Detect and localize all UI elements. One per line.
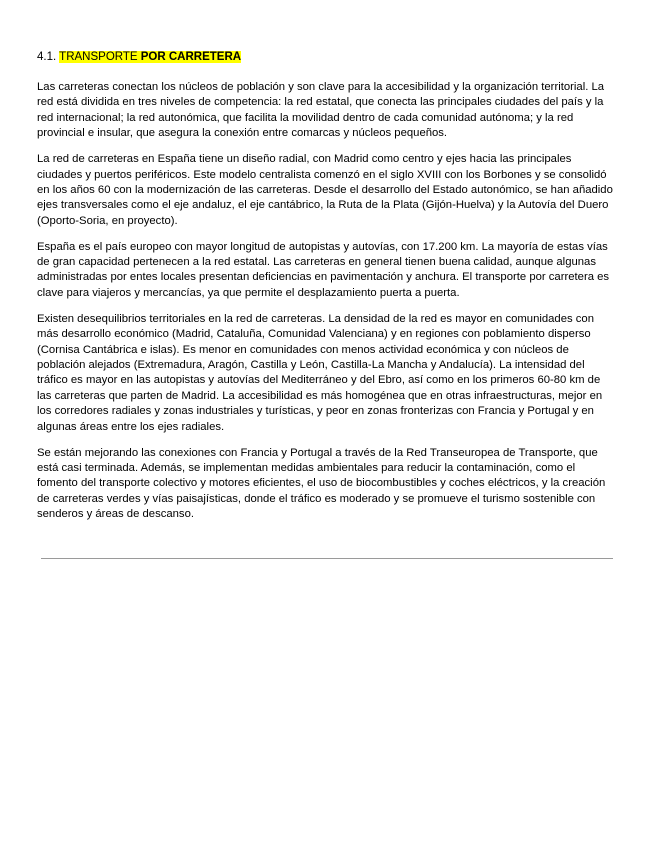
section-title-highlight: TRANSPORTE — [59, 51, 138, 63]
paragraph-motorways-length: España es el país europeo con mayor longitud de autopistas y autovías, con 17.200 km. La mayoría de estas vías de gran capacidad pertenecen a la red estatal. Las carreteras en general tienen buena calidad, aunque algunas administradas por entes locales presentan deficiencias en pavimentación y anchura. El transporte por carretera es clave para viajeros y mercancías, ya que permite el desplazamiento puerta a puerta. — [37, 240, 610, 299]
paragraph-improvements: Se están mejorando las conexiones con Francia y Portugal a través de la Red Transeuropea de Transporte, que está casi terminada. Además, se implementan medidas ambientales para reducir la contaminación, como el fomento del transporte colectivo y motores eficientes, el uso de biocombustibles y coches eléctricos, y la creación de carreteras verdes y vías paisajísticas, donde el tráfico es moderado y se promueve el turismo sostenible con senderos y áreas de descanso. — [37, 446, 606, 521]
paragraph-radial-design: La red de carreteras en España tiene un diseño radial, con Madrid como centro y ejes hacia las principales ciudades y puertos periféricos. Este modelo centralista comenzó en el siglo XVIII con los Borbones y se consolidó en los años 60 con la modernización de las carreteras. Desde el desarrollo del Estado autonómico, se han añadido ejes transversales como el eje andaluz, el eje cantábrico, la Ruta de la Plata (Gijón-Huelva) y la Autovía del Duero (Oporto-Soria, en proyecto). — [37, 153, 613, 227]
document-page — [37, 50, 615, 533]
paragraph-road-network-levels: Las carreteras conectan los núcleos de población y son clave para la accesibilidad y la organización territorial. La red está dividida en tres niveles de competencia: la red estatal, que conecta las principales ciudades del país y la red internacional; la red autonómica, que facilita la movilidad dentro de cada comunidad autónoma; y la red provincial e insular, que asegura la conexión entre comarcas y núcleos pequeños. — [37, 81, 605, 140]
section-title-bold-highlight: POR CARRETERA — [137, 51, 242, 63]
horizontal-divider — [41, 558, 613, 559]
paragraph-territorial-imbalances: Existen desequilibrios territoriales en la red de carreteras. La densidad de la red es mayor en comunidades con más desarrollo económico (Madrid, Cataluña, Comunidad Valenciana) y en regiones con poblamiento disperso (Cornisa Cantábrica e islas). Es menor en comunidades con menos actividad económica y con núcleos de población alejados (Extremadura, Aragón, Castilla y León, Castilla-La Mancha y Andalucía). La intensidad del tráfico es mayor en las autopistas y autovías del Mediterráneo y del Ebro, así como en los primeros 60-80 km de las carreteras que parten de Madrid. La accesibilidad es más homogénea que en otras infraestructuras, mejor en los corredores radiales y zonas industriales y turísticas, y peor en zonas fronterizas con Francia y Portugal y en algunas áreas entre los ejes radiales. — [37, 312, 603, 433]
section-heading — [37, 50, 615, 64]
section-number: 4.1. — [37, 51, 60, 63]
